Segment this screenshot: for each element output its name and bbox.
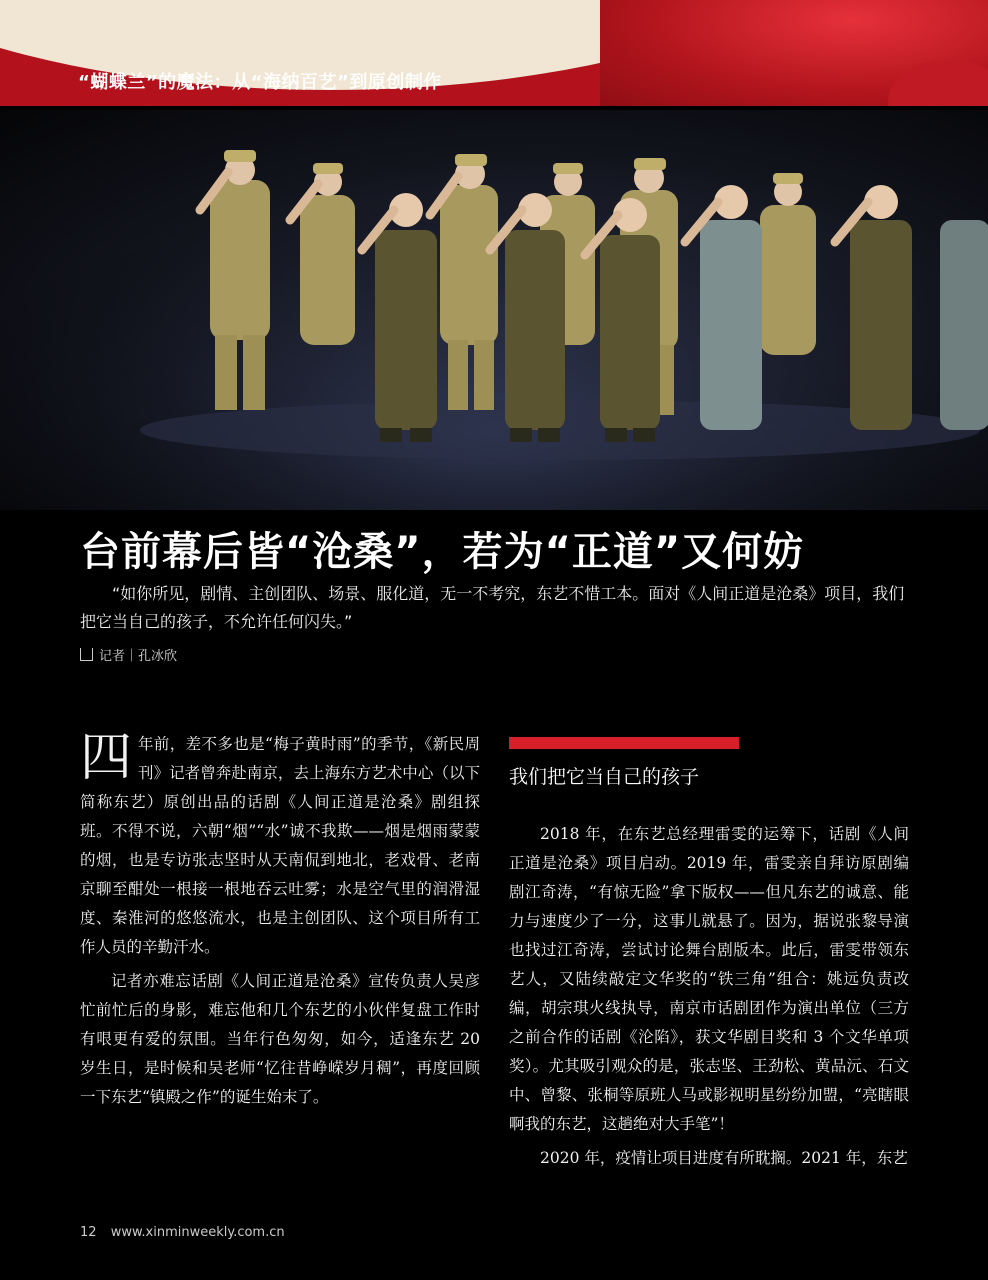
- byline-text: 记者｜孔冰欣: [99, 649, 178, 664]
- subhead-red-bar: [509, 737, 739, 749]
- article-headline: 台前幕后皆“沧桑”，若为“正道”又何妨: [80, 529, 805, 575]
- website-url[interactable]: www.xinminweekly.com.cn: [110, 1225, 285, 1240]
- drop-cap: 四: [80, 728, 133, 788]
- page-number: 12: [80, 1225, 97, 1240]
- pen-icon: [80, 648, 93, 661]
- body-column-right: [509, 820, 909, 1178]
- stage-photo: [0, 110, 988, 510]
- paragraph-1-text: 年前，差不多也是“梅子黄时雨”的季节，《新民周刊》记者曾奔赴南京，去上海东方艺术中心（以下简称东艺）原创出品的话剧《人间正道是沧桑》剧组探班。不得不说，六朝“烟”“水”诚不我欺——烟是烟雨蒙蒙的烟，也是专访张志坚时从天南侃到地北，老戏骨、老南京聊至酣处一根接一根地吞云吐雾；水是空气里的润滑湿度、秦淮河的悠悠流水，也是主创团队、这个项目所有工作人员的辛勤汗水。: [80, 735, 480, 956]
- lead-quote: “如你所见，剧情、主创团队、场景、服化道，无一不考究，东艺不惜工本。面对《人间正道是沧桑》项目，我们把它当自己的孩子，不允许任何闪失。”: [80, 584, 905, 631]
- subheading: 我们把它当自己的孩子: [509, 766, 700, 788]
- body-column-left: [80, 730, 480, 1117]
- paragraph-4: 2020 年，疫情让项目进度有所耽搁。2021 年，东艺: [540, 1149, 908, 1167]
- paragraph-1: [80, 730, 480, 962]
- page-footer: [80, 1225, 285, 1240]
- paragraph-2: 记者亦难忘话剧《人间正道是沧桑》宣传负责人吴彦忙前忙后的身影，难忘他和几个东艺的小伙伴复盘工作时有哏更有爱的氛围。当年行色匆匆，如今，适逢东艺 20 岁生日，是时候和吴老师“忆往昔峥嵘岁月稠”，再度回顾一下东艺“镇殿之作”的诞生始末了。: [80, 972, 480, 1106]
- saluting-actors-illustration: [0, 110, 988, 510]
- paragraph-3: 2018 年，在东艺总经理雷雯的运筹下，话剧《人间正道是沧桑》项目启动。2019 年，雷雯亲自拜访原剧编剧江奇涛，“有惊无险”拿下版权——但凡东艺的诚意、能力与速度少了一分，这事儿就悬了。因为，据说张黎导演也找过江奇涛，尝试讨论舞台剧版本。此后，雷雯带领东艺人，又陆续敲定文华奖的“铁三角”组合：姚远负责改编，胡宗琪火线执导，南京市话剧团作为演出单位（三方之前合作的话剧《沦陷》，获文华剧目奖和 3 个文华单项奖）。尤其吸引观众的是，张志坚、王劲松、黄品沅、石文中、曾黎、张桐等原班人马或影视明星纷纷加盟，“亮瞎眼啊我的东艺，这趟绝对大手笔”！: [509, 825, 909, 1133]
- section-title: “蝴蝶兰”的魔法：从“海纳百艺”到原创制作: [78, 72, 442, 93]
- byline: [80, 645, 177, 664]
